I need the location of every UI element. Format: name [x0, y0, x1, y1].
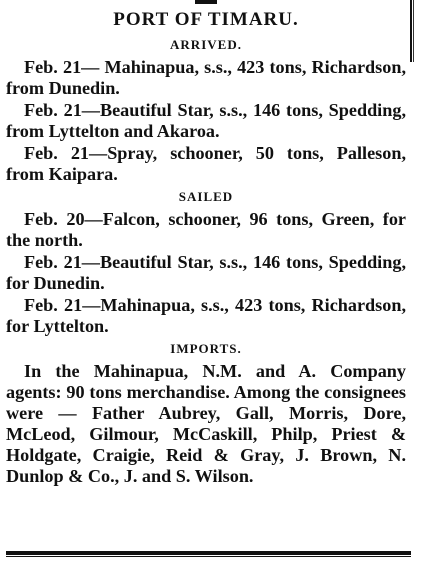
column-title: PORT OF TIMARU.	[113, 9, 299, 30]
column-bottom-rule	[6, 551, 411, 557]
sailed-heading: SAILED	[178, 189, 234, 204]
imports-entry: In the Mahinapua, N.M. and A. Company agents: 90 tons merchandise. Among the consignees were — Father Aubrey, Gall, Morris, Dore, McLeod, Gilmour, McCaskill, Philp, Priest & Holdgate, Craigie, Reid & Gray, J. Brown, N. Dunlop & Co., J. and S. Wilson.	[6, 361, 406, 486]
sailed-entry: Feb. 20—Falcon, schooner, 96 tons, Green, for the north.	[6, 209, 406, 250]
imports-heading: IMPORTS.	[170, 341, 242, 356]
column-divider-rule-thin	[413, 0, 414, 62]
column-top-rule	[195, 0, 217, 4]
column-divider-rule	[410, 0, 412, 62]
shipping-column	[6, 6, 406, 487]
arrived-entry: Feb. 21— Mahinapua, s.s., 423 tons, Richardson, from Dunedin.	[6, 57, 406, 98]
sailed-entry: Feb. 21—Mahinapua, s.s., 423 tons, Richardson, for Lyttelton.	[6, 295, 406, 336]
arrived-entry: Feb. 21—Beautiful Star, s.s., 146 tons, Spedding, from Lyttelton and Akaroa.	[6, 100, 406, 141]
arrived-entry: Feb. 21—Spray, schooner, 50 tons, Palleson, from Kaipara.	[6, 143, 406, 184]
arrived-heading: ARRIVED.	[170, 37, 242, 52]
sailed-entry: Feb. 21—Beautiful Star, s.s., 146 tons, Spedding, for Dunedin.	[6, 252, 406, 293]
